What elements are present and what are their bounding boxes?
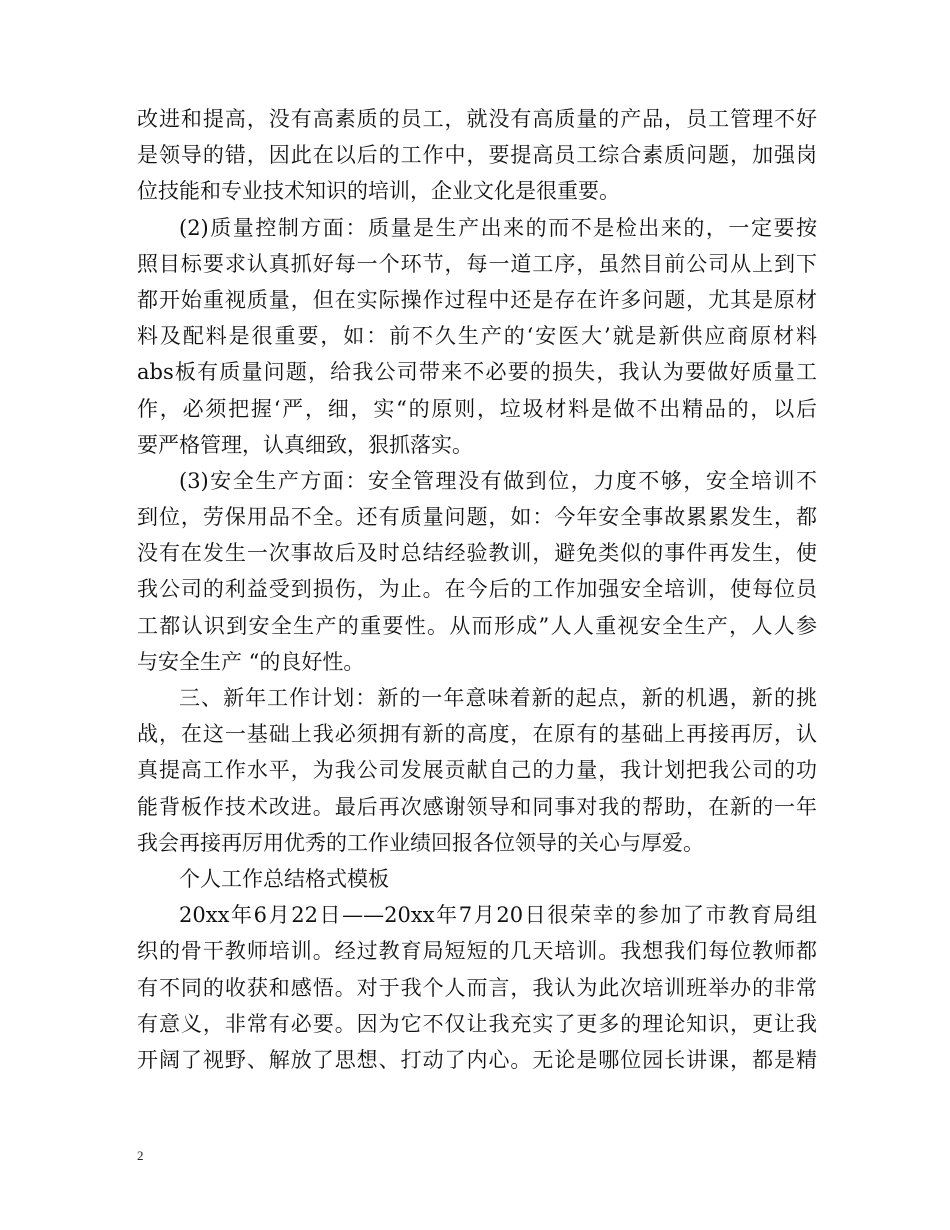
text-line: 作，必须把握‘严，细，实“的原则，垃圾材料是做不出精品的，以后 bbox=[137, 396, 817, 421]
text-line: 能背板作技术改进。最后再次感谢领导和同事对我的帮助，在新的一年 bbox=[137, 794, 817, 819]
text-line: (3)安全生产方面：安全管理没有做到位，力度不够，安全培训不 bbox=[179, 468, 817, 493]
text-line: 要严格管理，认真细致，狠抓落实。 bbox=[137, 432, 473, 457]
text-line: 战，在这一基础上我必须拥有新的高度，在原有的基础上再接再厉，认 bbox=[137, 722, 817, 747]
text-line: 有意义，非常有必要。因为它不仅让我充实了更多的理论知识，更让我 bbox=[137, 1011, 817, 1036]
section-heading: 个人工作总结格式模板 bbox=[179, 866, 389, 891]
text-line: 我公司的利益受到损伤，为止。在今后的工作加强安全培训，使每位员 bbox=[137, 577, 817, 602]
body-text bbox=[137, 101, 817, 1078]
text-line: 改进和提高，没有高素质的员工，就没有高质量的产品，员工管理不好 bbox=[137, 107, 817, 131]
text-line: 是领导的错，因此在以后的工作中，要提高员工综合素质问题，加强岗 bbox=[137, 143, 817, 168]
text-line: 真提高工作水平，为我公司发展贡献自己的力量，我计划把我公司的功 bbox=[137, 758, 817, 783]
text-line: 料及配料是很重要，如：前不久生产的‘安医大’就是新供应商原材料 bbox=[137, 324, 817, 349]
text-line: 没有在发生一次事故后及时总结经验教训，避免类似的事件再发生，使 bbox=[137, 541, 817, 566]
text-line: 三、新年工作计划：新的一年意味着新的起点，新的机遇，新的挑 bbox=[179, 686, 817, 710]
text-line: 与安全生产 “的良好性。 bbox=[137, 649, 365, 674]
text-line: 我会再接再厉用优秀的工作业绩回报各位领导的关心与厚爱。 bbox=[137, 830, 704, 855]
text-line: 位技能和专业技术知识的培训，企业文化是很重要。 bbox=[137, 179, 620, 204]
text-line: 到位，劳保用品不全。还有质量问题，如：今年安全事故累累发生，都 bbox=[137, 505, 817, 530]
page-number: 2 bbox=[137, 1148, 144, 1163]
text-line: 照目标要求认真抓好每一个环节，每一道工序，虽然目前公司从上到下 bbox=[137, 251, 817, 276]
text-line: 开阔了视野、解放了思想、打动了内心。无论是哪位园长讲课，都是精 bbox=[137, 1047, 817, 1072]
text-line: 都开始重视质量，但在实际操作过程中还是存在许多问题，尤其是原材 bbox=[137, 287, 817, 312]
text-line: 20xx年6月22日——20xx年7月20日很荣幸的参加了市教育局组 bbox=[179, 903, 817, 928]
text-line: 有不同的收获和感悟。对于我个人而言，我认为此次培训班举办的非常 bbox=[137, 975, 817, 1000]
text-line: abs板有质量问题，给我公司带来不必要的损失，我认为要做好质量工 bbox=[137, 360, 817, 385]
text-line: (2)质量控制方面：质量是生产出来的而不是检出来的，一定要按 bbox=[179, 215, 817, 240]
text-line: 工都认识到安全生产的重要性。从而形成”人人重视安全生产，人人参 bbox=[137, 613, 817, 638]
text-line: 织的骨干教师培训。经过教育局短短的几天培训。我想我们每位教师都 bbox=[137, 939, 817, 964]
